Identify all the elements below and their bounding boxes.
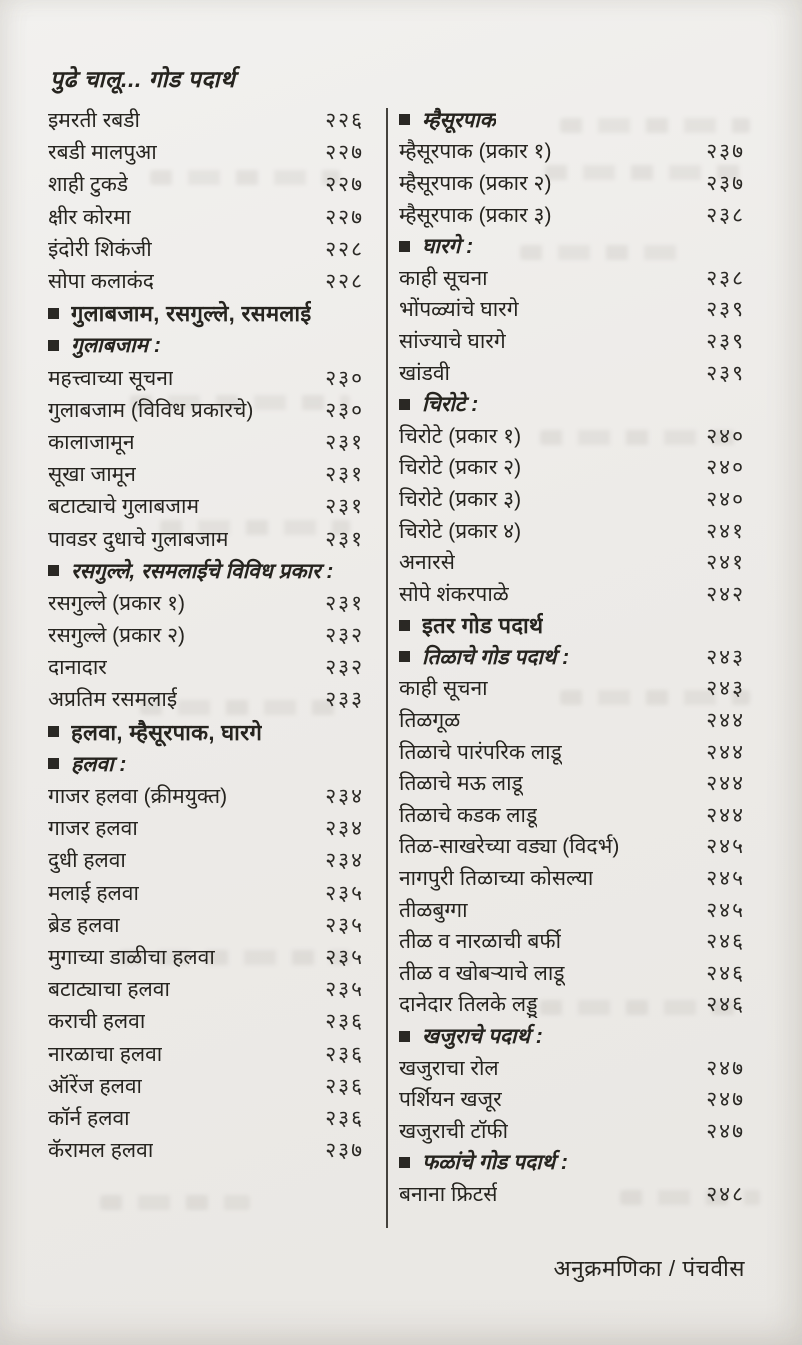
- toc-entry-page-number: २३७: [706, 171, 745, 195]
- toc-entry-label: मलाई हलवा: [48, 881, 139, 905]
- toc-entry-page-number: २३०: [325, 366, 364, 390]
- toc-entry-label: तीळ व खोबऱ्याचे लाडू: [399, 961, 565, 985]
- toc-entry-label: नागपुरी तिळाच्या कोसल्या: [399, 867, 594, 891]
- toc-entry-page-number: २४४: [706, 803, 745, 827]
- toc-entry-row: [399, 925, 745, 957]
- toc-entry-label: दुधी हलवा: [48, 849, 126, 873]
- toc-entry-label: गुलाबजाम :: [71, 334, 161, 358]
- toc-entry-row: [48, 201, 364, 233]
- toc-entry-label: अनारसे: [399, 551, 455, 575]
- toc-entry-label: तीळ व नारळाची बर्फी: [399, 930, 562, 954]
- toc-entry-row: [48, 1037, 364, 1069]
- toc-entry-label: बटाट्याचे गुलाबजाम: [48, 495, 200, 519]
- toc-entry-row: [48, 426, 364, 458]
- toc-entry-row: [48, 651, 364, 683]
- toc-entry-page-number: २३८: [706, 266, 745, 290]
- toc-entry-page-number: २३८: [706, 203, 745, 227]
- toc-entry-label: हलवा :: [71, 752, 127, 776]
- column-divider: [386, 108, 388, 1228]
- toc-entry-row: [399, 767, 745, 799]
- toc-entry-row: [399, 325, 745, 357]
- toc-entry-row: [48, 941, 364, 973]
- toc-section-row: [48, 716, 364, 748]
- toc-entry-label: सांज्याचे घारगे: [399, 329, 506, 353]
- toc-entry-row: [399, 357, 745, 389]
- toc-entry-row: [399, 167, 745, 199]
- toc-entry-label: तिळगूळ: [399, 709, 461, 733]
- toc-entry-label: तिळाचे कडक लाडू: [399, 803, 538, 827]
- toc-entry-page-number: २४८: [706, 1182, 745, 1206]
- toc-entry-label: खांडवी: [399, 361, 450, 385]
- toc-entry-row: [48, 683, 364, 715]
- toc-entry-row: [399, 799, 745, 831]
- toc-entry-row: [48, 973, 364, 1005]
- toc-left-column: [48, 104, 364, 1166]
- section-bullet-square-icon: [399, 1031, 410, 1042]
- toc-right-column: [399, 104, 745, 1210]
- toc-entry-label: शाही टुकडे: [48, 173, 129, 197]
- toc-entry-row: [399, 1083, 745, 1115]
- toc-entry-row: [48, 104, 364, 136]
- toc-entry-label: दानादार: [48, 656, 107, 680]
- toc-subsection-row: [48, 329, 364, 361]
- toc-entry-label: कॅरामल हलवा: [48, 1139, 154, 1163]
- toc-entry-label: सोपे शंकरपाळे: [399, 582, 509, 606]
- toc-entry-page-number: २३२: [325, 624, 364, 648]
- toc-entry-page-number: २४५: [706, 867, 745, 891]
- toc-entry-page-number: २३४: [325, 785, 364, 809]
- toc-entry-page-number: २४५: [706, 898, 745, 922]
- toc-entry-row: [48, 844, 364, 876]
- section-bullet-square-icon: [399, 399, 410, 410]
- toc-entry-label: दानेदार तिलके लड्डू: [399, 993, 538, 1017]
- toc-entry-row: [399, 199, 745, 231]
- toc-entry-page-number: २४०: [706, 456, 745, 480]
- toc-entry-page-number: २३१: [325, 527, 364, 551]
- toc-entry-page-number: २३३: [325, 688, 364, 712]
- section-bullet-square-icon: [399, 114, 410, 125]
- toc-entry-row: [48, 490, 364, 522]
- toc-entry-label: सोपा कलाकंद: [48, 270, 154, 294]
- toc-subsection-row: [48, 555, 364, 587]
- toc-entry-label: तिळ-साखरेच्या वड्या (विदर्भ): [399, 835, 620, 859]
- toc-entry-label: नारळाचा हलवा: [48, 1042, 163, 1066]
- toc-entry-row: [48, 909, 364, 941]
- toc-entry-label: गुलाबजाम (विविध प्रकारचे): [48, 398, 254, 422]
- toc-entry-label: महत्त्वाच्या सूचना: [48, 366, 174, 390]
- toc-entry-label: पर्शियन खजूर: [399, 1088, 502, 1112]
- toc-entry-row: [399, 1115, 745, 1147]
- toc-entry-row: [399, 515, 745, 547]
- toc-entry-label: ब्रेड हलवा: [48, 913, 120, 937]
- toc-entry-page-number: २३४: [325, 817, 364, 841]
- toc-subsection-row: [48, 748, 364, 780]
- toc-entry-page-number: २३६: [325, 1074, 364, 1098]
- toc-subsection-row: [399, 388, 745, 420]
- toc-entry-page-number: २३१: [325, 495, 364, 519]
- toc-entry-page-number: २२६: [325, 109, 364, 133]
- toc-entry-page-number: २३९: [706, 298, 745, 322]
- toc-entry-page-number: २४३: [706, 645, 745, 669]
- toc-entry-page-number: २३७: [706, 140, 745, 164]
- toc-subsection-row: [399, 104, 745, 136]
- toc-entry-page-number: २२८: [325, 270, 364, 294]
- toc-entry-page-number: २३६: [325, 1042, 364, 1066]
- toc-entry-row: [399, 1178, 745, 1210]
- section-bullet-square-icon: [48, 340, 59, 351]
- bleed-through-smudge: [100, 1195, 250, 1210]
- section-bullet-square-icon: [399, 1157, 410, 1168]
- toc-entry-page-number: २३५: [325, 913, 364, 937]
- toc-entry-row: [399, 989, 745, 1021]
- toc-entry-page-number: २४०: [706, 487, 745, 511]
- toc-entry-row: [48, 1070, 364, 1102]
- page-footer: अनुक्रमणिका / पंचवीस: [553, 1256, 745, 1281]
- toc-entry-page-number: २३५: [325, 881, 364, 905]
- toc-entry-page-number: २३१: [325, 463, 364, 487]
- page-header: पुढे चालू... गोड पदार्थ: [50, 66, 236, 92]
- toc-entry-page-number: २३१: [325, 430, 364, 454]
- toc-entry-row: [48, 362, 364, 394]
- toc-section-row: [48, 297, 364, 329]
- toc-entry-label: काही सूचना: [399, 677, 488, 701]
- toc-entry-row: [399, 862, 745, 894]
- toc-section-row: [399, 610, 745, 642]
- toc-entry-label: म्हैसूरपाक (प्रकार १): [399, 140, 552, 164]
- toc-entry-row: [399, 294, 745, 326]
- toc-entry-label: तिळाचे गोड पदार्थ :: [422, 645, 570, 669]
- toc-entry-row: [48, 1005, 364, 1037]
- toc-subsection-row: [399, 1147, 745, 1179]
- toc-entry-row: [399, 704, 745, 736]
- toc-entry-label: खजुराची टॉफी: [399, 1119, 509, 1143]
- toc-entry-label: चिरोटे :: [422, 393, 479, 417]
- toc-entry-row: [48, 1134, 364, 1166]
- toc-entry-label: बटाट्याचा हलवा: [48, 978, 170, 1002]
- section-bullet-square-icon: [48, 758, 59, 769]
- toc-entry-row: [399, 452, 745, 484]
- toc-entry-label: इमरती रबडी: [48, 109, 140, 133]
- toc-entry-page-number: २३५: [325, 945, 364, 969]
- toc-entry-row: [399, 673, 745, 705]
- toc-entry-row: [48, 877, 364, 909]
- section-bullet-square-icon: [48, 726, 59, 737]
- toc-entry-label: चिरोटे (प्रकार १): [399, 424, 522, 448]
- toc-entry-page-number: २४३: [706, 677, 745, 701]
- toc-entry-label: म्हैसूरपाक: [422, 108, 496, 132]
- toc-entry-label: तीळबुग्गा: [399, 898, 468, 922]
- toc-entry-page-number: २२७: [325, 173, 364, 197]
- toc-entry-row: [399, 894, 745, 926]
- toc-entry-row: [399, 546, 745, 578]
- toc-entry-page-number: २३९: [706, 329, 745, 353]
- toc-entry-row: [399, 736, 745, 768]
- section-bullet-square-icon: [399, 620, 410, 631]
- toc-entry-label: अप्रतिम रसमलाई: [48, 688, 178, 712]
- toc-entry-row: [399, 831, 745, 863]
- toc-entry-label: तिळाचे मऊ लाडू: [399, 772, 523, 796]
- toc-entry-page-number: २४६: [706, 930, 745, 954]
- toc-entry-row: [399, 1052, 745, 1084]
- toc-entry-label: रसगुल्ले (प्रकार २): [48, 624, 185, 648]
- toc-entry-page-number: २३७: [325, 1139, 364, 1163]
- toc-entry-label: खजुराचा रोल: [399, 1056, 499, 1080]
- toc-entry-label: हलवा, म्हैसूरपाक, घारगे: [71, 719, 263, 745]
- toc-entry-label: रसगुल्ले (प्रकार १): [48, 591, 185, 615]
- toc-entry-label: ऑरेंज हलवा: [48, 1074, 142, 1098]
- toc-entry-page-number: २४४: [706, 709, 745, 733]
- toc-entry-label: फळांचे गोड पदार्थ :: [422, 1151, 568, 1175]
- toc-entry-page-number: २४६: [706, 993, 745, 1017]
- toc-entry-page-number: २२८: [325, 237, 364, 261]
- section-bullet-square-icon: [48, 308, 59, 319]
- toc-entry-row: [399, 420, 745, 452]
- toc-entry-label: सूखा जामून: [48, 463, 136, 487]
- toc-entry-label: म्हैसूरपाक (प्रकार २): [399, 171, 552, 195]
- toc-entry-label: भोंपळ्यांचे घारगे: [399, 298, 519, 322]
- toc-entry-page-number: २२७: [325, 141, 364, 165]
- toc-subsection-row: [399, 1020, 745, 1052]
- toc-entry-page-number: २३१: [325, 591, 364, 615]
- toc-entry-page-number: २४७: [706, 1088, 745, 1112]
- toc-subsection-row: [399, 230, 745, 262]
- section-bullet-square-icon: [399, 651, 410, 662]
- toc-entry-page-number: २३६: [325, 1010, 364, 1034]
- toc-entry-page-number: २३०: [325, 398, 364, 422]
- toc-entry-page-number: २३५: [325, 978, 364, 1002]
- toc-entry-row: [48, 394, 364, 426]
- toc-entry-label: बनाना फ्रिटर्स: [399, 1182, 498, 1206]
- toc-entry-label: मुगाच्या डाळीचा हलवा: [48, 945, 215, 969]
- toc-entry-row: [399, 136, 745, 168]
- toc-entry-label: चिरोटे (प्रकार ३): [399, 487, 522, 511]
- toc-entry-page-number: २४६: [706, 961, 745, 985]
- toc-entry-label: रबडी मालपुआ: [48, 141, 157, 165]
- toc-entry-page-number: २३४: [325, 849, 364, 873]
- toc-entry-label: रसगुल्ले, रसमलाईचे विविध प्रकार :: [71, 559, 334, 583]
- toc-entry-row: [48, 265, 364, 297]
- section-bullet-square-icon: [48, 565, 59, 576]
- toc-entry-page-number: २४४: [706, 740, 745, 764]
- toc-entry-page-number: २३६: [325, 1106, 364, 1130]
- toc-entry-label: गुलाबजाम, रसगुल्ले, रसमलाई: [71, 301, 312, 327]
- toc-entry-page-number: २३९: [706, 361, 745, 385]
- toc-entry-row: [48, 587, 364, 619]
- toc-subsection-row: [399, 641, 745, 673]
- toc-entry-page-number: २४७: [706, 1119, 745, 1143]
- toc-entry-page-number: २४४: [706, 772, 745, 796]
- toc-entry-row: [48, 812, 364, 844]
- toc-entry-page-number: २२७: [325, 205, 364, 229]
- toc-entry-label: कराची हलवा: [48, 1010, 146, 1034]
- toc-entry-row: [48, 136, 364, 168]
- toc-entry-label: कालाजामून: [48, 430, 135, 454]
- toc-entry-page-number: २४५: [706, 835, 745, 859]
- toc-entry-row: [48, 233, 364, 265]
- toc-entry-row: [399, 262, 745, 294]
- toc-entry-label: म्हैसूरपाक (प्रकार ३): [399, 203, 552, 227]
- toc-entry-page-number: २३२: [325, 656, 364, 680]
- toc-entry-label: चिरोटे (प्रकार ४): [399, 519, 522, 543]
- toc-entry-label: खजुराचे पदार्थ :: [422, 1025, 543, 1049]
- toc-entry-label: इंदोरी शिकंजी: [48, 237, 152, 261]
- toc-entry-label: गाजर हलवा: [48, 817, 138, 841]
- toc-entry-row: [399, 578, 745, 610]
- toc-entry-page-number: २४१: [706, 551, 745, 575]
- toc-entry-row: [48, 458, 364, 490]
- toc-entry-row: [48, 780, 364, 812]
- toc-entry-label: कॉर्न हलवा: [48, 1106, 130, 1130]
- toc-entry-page-number: २४०: [706, 424, 745, 448]
- toc-entry-label: गाजर हलवा (क्रीमयुक्त): [48, 785, 228, 809]
- toc-entry-row: [48, 1102, 364, 1134]
- toc-entry-label: चिरोटे (प्रकार २): [399, 456, 522, 480]
- toc-entry-row: [48, 168, 364, 200]
- toc-entry-label: इतर गोड पदार्थ: [422, 613, 544, 639]
- toc-entry-row: [399, 957, 745, 989]
- toc-entry-row: [48, 619, 364, 651]
- toc-entry-page-number: २४७: [706, 1056, 745, 1080]
- toc-entry-page-number: २४१: [706, 519, 745, 543]
- toc-entry-label: घारगे :: [422, 235, 474, 259]
- section-bullet-square-icon: [399, 241, 410, 252]
- toc-entry-row: [48, 522, 364, 554]
- toc-entry-label: काही सूचना: [399, 266, 488, 290]
- toc-entry-row: [399, 483, 745, 515]
- toc-entry-label: पावडर दुधाचे गुलाबजाम: [48, 527, 229, 551]
- toc-entry-label: तिळाचे पारंपरिक लाडू: [399, 740, 562, 764]
- toc-entry-page-number: २४२: [706, 582, 745, 606]
- toc-entry-label: क्षीर कोरमा: [48, 205, 132, 229]
